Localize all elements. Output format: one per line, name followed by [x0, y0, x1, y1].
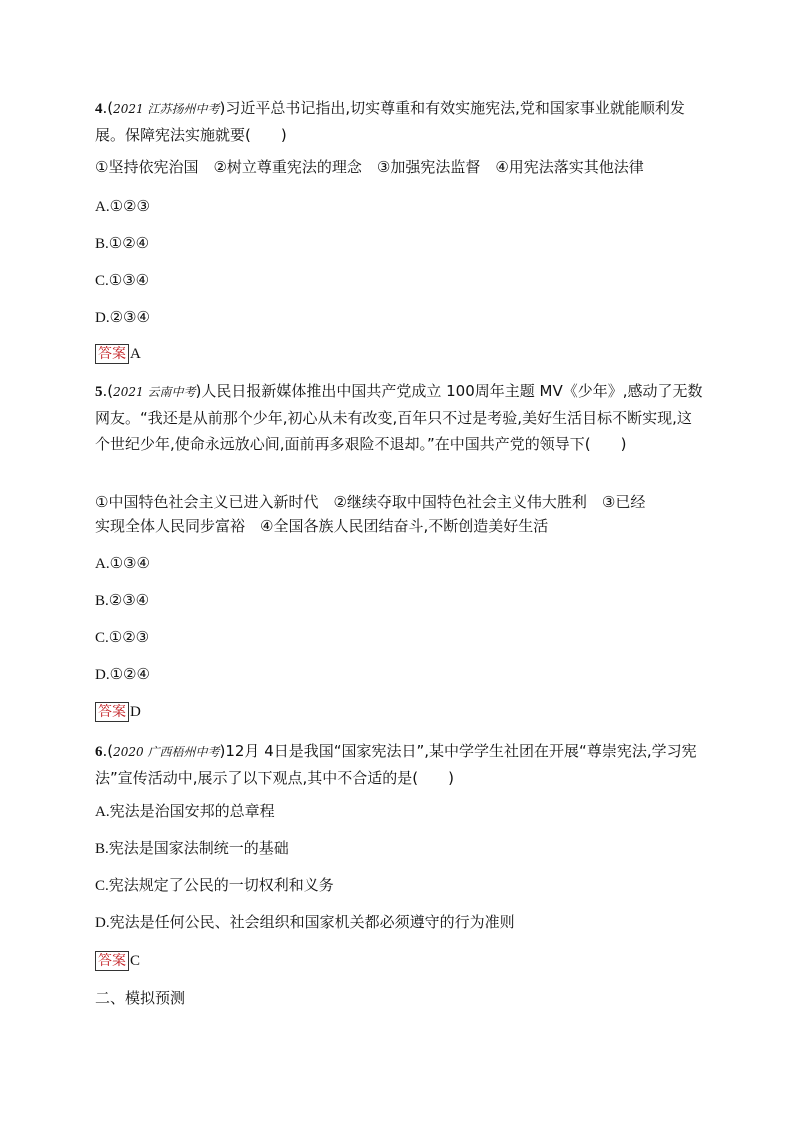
- question-6-option-d: [95, 911, 515, 934]
- question-source: 2020 广西梧州中考: [113, 745, 220, 759]
- question-number: 5: [95, 384, 103, 400]
- answer-value: D: [130, 704, 141, 720]
- answer-value: A: [130, 346, 141, 362]
- source-open: .(: [102, 99, 114, 117]
- answer-label: 答案: [95, 951, 129, 971]
- question-6-option-c: [95, 874, 334, 897]
- section-heading: 二、模拟预测: [95, 989, 186, 1007]
- option-text: ①②③: [108, 628, 150, 646]
- answer-value: C: [130, 953, 141, 969]
- option-letter: A.: [95, 804, 110, 820]
- question-4-stem: [95, 95, 705, 148]
- option-text: ①②④: [108, 234, 150, 252]
- question-source: 2021 江苏扬州中考: [113, 102, 220, 116]
- question-5-answer: [95, 701, 141, 723]
- question-5-statements-line-2: 实现全体人民同步富裕 ④全国各族人民团结奋斗,不断创造美好生活: [95, 517, 549, 535]
- question-4-option-d: [95, 306, 150, 329]
- option-letter: C.: [95, 273, 109, 289]
- option-text: ①②③: [109, 197, 150, 215]
- question-4-answer: [95, 343, 141, 365]
- question-4-option-a: [95, 195, 150, 218]
- option-text: ②③④: [109, 308, 150, 326]
- option-text: 宪法是治国安邦的总章程: [109, 802, 275, 820]
- question-source: 2021 云南中考: [113, 385, 196, 399]
- option-letter: D.: [95, 310, 110, 326]
- option-letter: D.: [95, 667, 110, 683]
- option-letter: A.: [95, 199, 110, 215]
- question-4-option-b: [95, 232, 149, 255]
- option-letter: C.: [95, 630, 109, 646]
- question-text: )人民日报新媒体推出中国共产党成立 100周年主题 MV《少年》,感动了无数网友。“我还是从前那个少年,初心从未有改变,百年只不过是考验,美好生活目标不断实现,这个世纪少年,使命永远放心间,面前再多艰险不退却。”在中国共产党的领导下( ): [95, 382, 703, 453]
- option-text: ①③④: [109, 554, 150, 572]
- question-number: 4: [95, 101, 103, 117]
- question-number: 6: [95, 744, 103, 760]
- question-4-statements: ①坚持依宪治国 ②树立尊重宪法的理念 ③加强宪法监督 ④用宪法落实其他法律: [95, 158, 644, 176]
- answer-label: 答案: [95, 702, 129, 722]
- source-open: .(: [102, 742, 114, 760]
- option-text: 宪法规定了公民的一切权利和义务: [108, 876, 334, 894]
- question-5-option-c: [95, 626, 149, 649]
- question-5-option-a: [95, 552, 150, 575]
- question-6-answer: [95, 950, 140, 972]
- question-6-stem: [95, 738, 705, 791]
- option-text: ②③④: [108, 591, 150, 609]
- question-text: )12月 4日是我国“国家宪法日”,某中学学生社团在开展“尊崇宪法,学习宪法”宣传活动中,展示了以下观点,其中不合适的是( ): [95, 742, 697, 787]
- option-letter: D.: [95, 915, 110, 931]
- option-letter: B.: [95, 841, 109, 857]
- answer-label: 答案: [95, 344, 129, 364]
- option-letter: B.: [95, 236, 109, 252]
- option-text: 宪法是国家法制统一的基础: [108, 839, 289, 857]
- source-open: .(: [102, 382, 114, 400]
- question-5-statements-line-1: ①中国特色社会主义已进入新时代 ②继续夺取中国特色社会主义伟大胜利 ③已经: [95, 493, 646, 511]
- question-5-option-d: [95, 663, 150, 686]
- option-text: 宪法是任何公民、社会组织和国家机关都必须遵守的行为准则: [109, 913, 515, 931]
- question-5-option-b: [95, 589, 149, 612]
- question-text: )习近平总书记指出,切实尊重和有效实施宪法,党和国家事业就能顺利发展。保障宪法实施就要( ): [95, 99, 685, 144]
- option-letter: C.: [95, 878, 109, 894]
- question-4-option-c: [95, 269, 149, 292]
- option-letter: A.: [95, 556, 110, 572]
- option-text: ①③④: [108, 271, 150, 289]
- question-5-stem: [95, 378, 705, 457]
- option-letter: B.: [95, 593, 109, 609]
- question-6-option-a: [95, 800, 275, 823]
- option-text: ①②④: [109, 665, 150, 683]
- question-6-option-b: [95, 837, 289, 860]
